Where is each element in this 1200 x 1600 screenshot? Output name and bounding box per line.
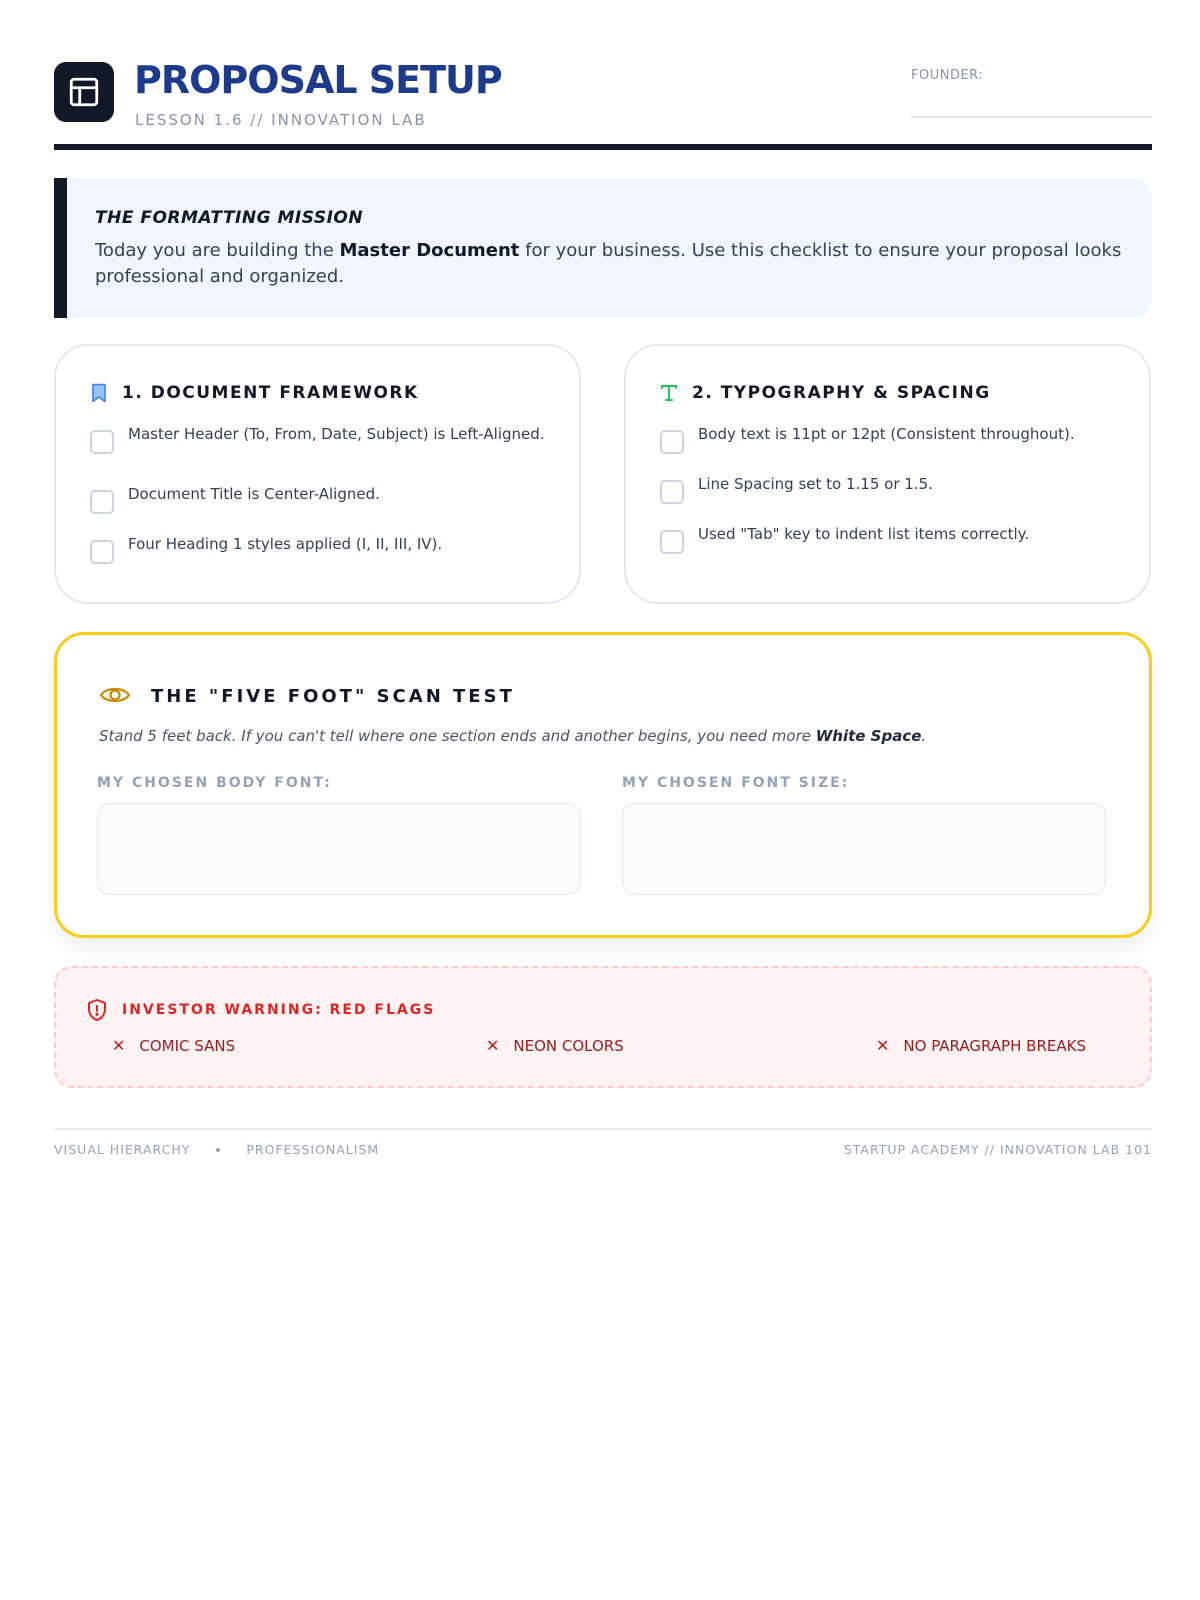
x-icon: ✕ [486,1036,500,1055]
red-flag-item [876,1036,1086,1055]
checkbox[interactable] [90,540,114,564]
checklist-item-text: Body text is 11pt or 12pt (Consistent throughout). [698,425,1075,443]
checklist-item[interactable] [90,484,550,514]
footer-course: STARTUP ACADEMY // INNOVATION LAB 101 [843,1142,1152,1157]
page-title: PROPOSAL SETUP [134,58,502,102]
checklist-item-text: Line Spacing set to 1.15 or 1.5. [698,475,933,493]
checklist-item-text: Four Heading 1 styles applied (I, II, III, IV). [128,535,443,553]
scan-note-part: . [921,727,927,745]
x-icon: ✕ [876,1036,890,1055]
shield-alert-icon [86,998,108,1022]
red-flag-text: NO PARAGRAPH BREAKS [903,1036,1086,1055]
font-size-label: MY CHOSEN FONT SIZE: [622,775,850,791]
founder-input-line[interactable] [911,116,1152,118]
mission-title: THE FORMATTING MISSION [95,208,364,228]
scan-test-title: THE "FIVE FOOT" SCAN TEST [151,685,515,707]
red-flag-text: NEON COLORS [513,1036,624,1055]
checklist-item[interactable] [660,524,1120,554]
header-divider [54,144,1152,150]
checklist-item[interactable] [660,424,1120,454]
red-flag-text: COMIC SANS [139,1036,236,1055]
warning-title: INVESTOR WARNING: RED FLAGS [122,1002,436,1018]
mission-text-bold: Master Document [339,240,520,261]
scan-test-panel [54,632,1152,938]
warning-header [86,998,435,1022]
investor-warning [54,966,1152,1088]
footer-divider [54,1128,1152,1130]
framework-card [54,344,581,604]
footer-tag: VISUAL HIERARCHY [54,1142,191,1157]
mission-text-part: Today you are building the [95,240,340,261]
checklist-item[interactable] [90,424,550,454]
mission-text [95,238,1125,290]
red-flag-item [112,1036,235,1055]
checkbox[interactable] [90,490,114,514]
checklist-item-text: Document Title is Center-Aligned. [128,485,380,503]
typography-card [624,344,1151,604]
bookmark-icon [90,382,108,404]
body-font-label: MY CHOSEN BODY FONT: [97,775,332,791]
checkbox[interactable] [660,430,684,454]
checkbox[interactable] [660,480,684,504]
checklist-item[interactable] [660,474,1120,504]
typography-header [660,382,991,404]
checkbox[interactable] [90,430,114,454]
red-flag-item [486,1036,624,1055]
mission-text-part: for your business. Use this checklist to ensure your proposal looks professional and organized. [95,240,1122,287]
type-icon [660,382,678,404]
scan-test-header [99,683,515,709]
header [54,60,1152,150]
founder-label: FOUNDER: [911,68,984,83]
footer-tag: PROFESSIONALISM [246,1142,380,1157]
scan-test-note [99,727,926,745]
footer-tags [54,1142,379,1157]
framework-header [90,382,419,404]
framework-title: 1. DOCUMENT FRAMEWORK [122,383,419,403]
typography-title: 2. TYPOGRAPHY & SPACING [692,383,991,403]
checklist-item-text: Master Header (To, From, Date, Subject) is Left-Aligned. [128,425,545,443]
scan-note-part: Stand 5 feet back. If you can't tell where one section ends and another begins, you need more [99,727,816,745]
scan-note-bold: White Space [815,727,922,745]
font-size-field[interactable] [622,803,1106,895]
footer-separator [216,1148,220,1152]
mission-callout [54,178,1152,318]
x-icon: ✕ [112,1036,126,1055]
checkbox[interactable] [660,530,684,554]
body-font-field[interactable] [97,803,581,895]
checklist-item[interactable] [90,534,550,564]
layout-template-icon [54,62,114,122]
lesson-subtitle: LESSON 1.6 // INNOVATION LAB [135,111,427,129]
checklist-item-text: Used "Tab" key to indent list items correctly. [698,525,1030,543]
eye-icon [99,683,133,709]
